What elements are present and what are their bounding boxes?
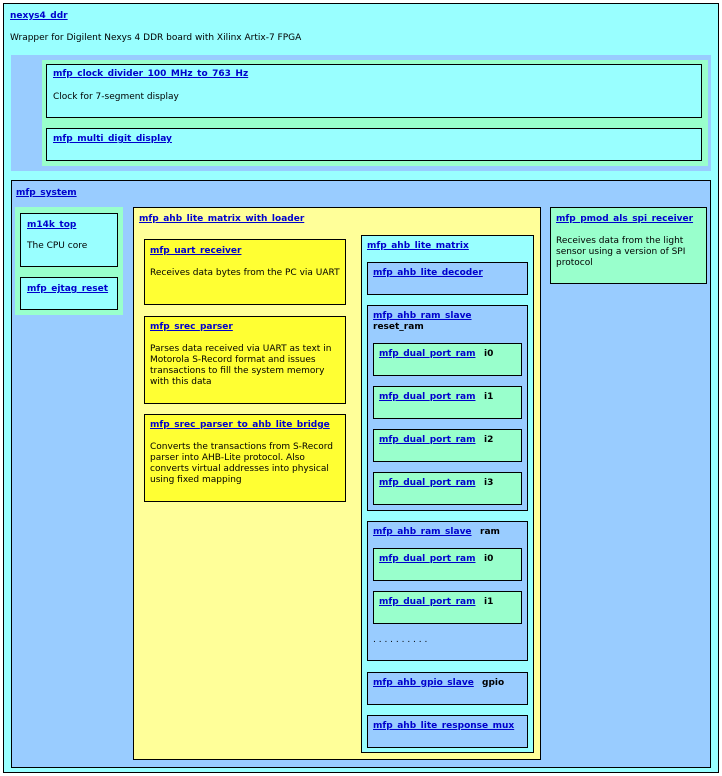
srec-bridge-desc: Converts the transactions from S-Record parser into AHB-Lite protocol. Also converts virtual addresses into physical using fixed mapping (150, 442, 334, 485)
gpio-slave-instance: gpio (482, 678, 505, 688)
reset-ram-instance: reset_ram (373, 322, 424, 332)
nexys4-ddr-link[interactable]: nexys4_ddr (10, 11, 68, 21)
reset-ram-i3-instance: i3 (484, 478, 494, 488)
ram-i0-instance: i0 (484, 554, 494, 564)
ram-i1-instance: i1 (484, 597, 494, 607)
reset-ram-i2-link[interactable]: mfp_dual_port_ram (379, 435, 476, 445)
clock-divider-link[interactable]: mfp_clock_divider_100_MHz_to_763_Hz (53, 69, 249, 79)
clock-divider-desc: Clock for 7-segment display (53, 92, 179, 102)
ahb-lite-matrix-link[interactable]: mfp_ahb_lite_matrix (367, 241, 469, 251)
ram-i1-box (373, 591, 522, 624)
reset-ram-i2-box (373, 429, 522, 462)
reset-ram-i0-link[interactable]: mfp_dual_port_ram (379, 349, 476, 359)
ram-i0-link[interactable]: mfp_dual_port_ram (379, 554, 476, 564)
reset-ram-i0-instance: i0 (484, 349, 494, 359)
multi-digit-display-box (46, 128, 702, 161)
multi-digit-display-link[interactable]: mfp_multi_digit_display (53, 134, 172, 144)
m14k-top-desc: The CPU core (27, 241, 88, 251)
uart-receiver-link[interactable]: mfp_uart_receiver (150, 246, 242, 256)
decoder-box (367, 262, 528, 295)
nexys4-ddr-desc: Wrapper for Digilent Nexys 4 DDR board with Xilinx Artix-7 FPGA (10, 33, 302, 43)
ejtag-reset-link[interactable]: mfp_ejtag_reset (27, 284, 109, 294)
mfp-system-link[interactable]: mfp_system (16, 188, 77, 198)
srec-parser-link[interactable]: mfp_srec_parser (150, 322, 233, 332)
gpio-slave-link[interactable]: mfp_ahb_gpio_slave (373, 678, 474, 688)
pmod-als-link[interactable]: mfp_pmod_als_spi_receiver (556, 214, 694, 224)
m14k-top-link[interactable]: m14k_top (27, 220, 77, 230)
decoder-link[interactable]: mfp_ahb_lite_decoder (373, 268, 483, 278)
reset-ram-i2-instance: i2 (484, 435, 494, 445)
pmod-als-desc: Receives data from the light sensor using a version of SPI protocol (556, 236, 686, 268)
reset-ram-i1-box (373, 386, 522, 419)
reset-ram-i3-box (373, 472, 522, 505)
ram-i1-link[interactable]: mfp_dual_port_ram (379, 597, 476, 607)
ram-slave-link[interactable]: mfp_ahb_ram_slave (373, 527, 472, 537)
reset-ram-i1-link[interactable]: mfp_dual_port_ram (379, 392, 476, 402)
ram-ellipsis: . . . . . . . . . . (373, 635, 428, 645)
matrix-with-loader-link[interactable]: mfp_ahb_lite_matrix_with_loader (139, 214, 305, 224)
reset-ram-i0-box (373, 343, 522, 376)
response-mux-box (367, 715, 528, 748)
response-mux-link[interactable]: mfp_ahb_lite_response_mux (373, 721, 515, 731)
ram-i0-box (373, 548, 522, 581)
srec-parser-desc: Parses data received via UART as text in Motorola S-Record format and issues transactions to fill the system memory with this data (150, 344, 332, 387)
reset-ram-slave-link[interactable]: mfp_ahb_ram_slave (373, 311, 472, 321)
uart-receiver-desc: Receives data bytes from the PC via UART (150, 268, 340, 278)
reset-ram-i1-instance: i1 (484, 392, 494, 402)
srec-bridge-link[interactable]: mfp_srec_parser_to_ahb_lite_bridge (150, 420, 330, 430)
ram-slave-instance: ram (480, 527, 500, 537)
reset-ram-i3-link[interactable]: mfp_dual_port_ram (379, 478, 476, 488)
